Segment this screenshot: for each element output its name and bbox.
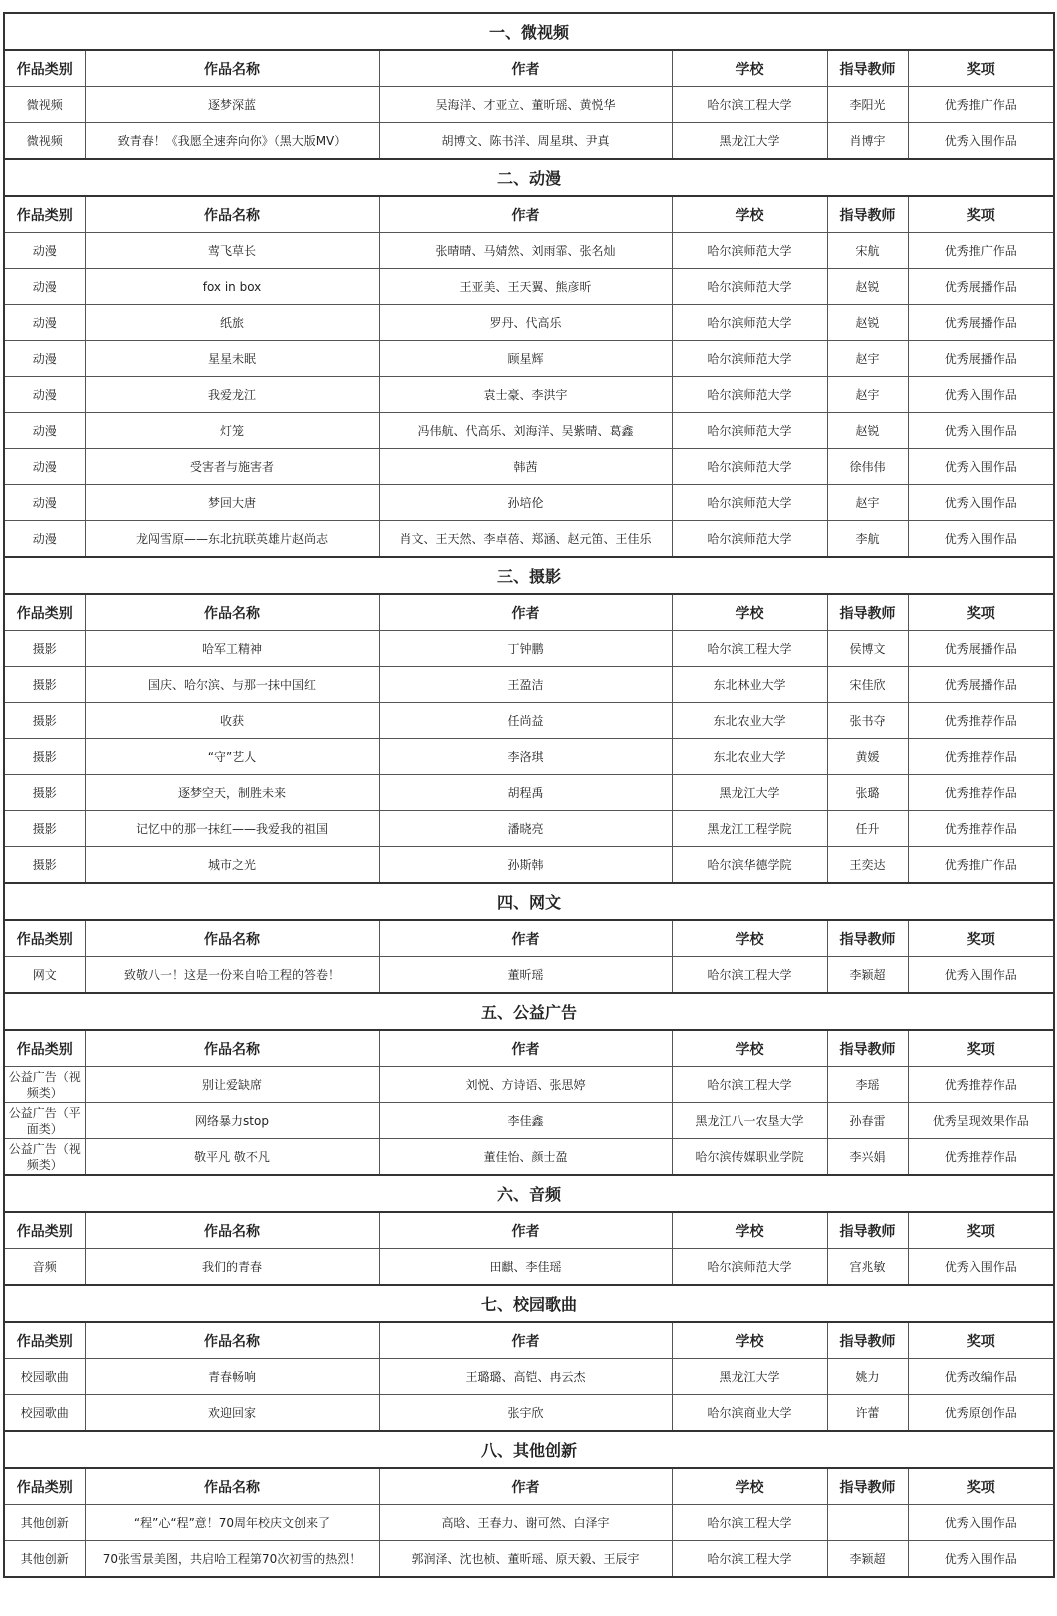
cell-work-title: fox in box (85, 269, 379, 305)
cell-work-title: 龙闯雪原——东北抗联英雄片赵尚志 (85, 521, 379, 558)
column-header-work-title: 作品名称 (85, 1468, 379, 1505)
cell-category: 摄影 (4, 703, 85, 739)
cell-authors: 刘悦、方诗语、张思婷 (379, 1067, 672, 1103)
cell-teacher: 赵宇 (827, 485, 908, 521)
column-header-row (4, 1468, 1054, 1505)
cell-authors: 郭润泽、沈也桢、董昕瑶、原天毅、王辰宇 (379, 1541, 672, 1578)
column-header-row (4, 1030, 1054, 1067)
cell-category: 动漫 (4, 485, 85, 521)
cell-award: 优秀入围作品 (908, 1249, 1054, 1286)
section-title-row (4, 557, 1054, 594)
section-title: 八、其他创新 (4, 1431, 1054, 1468)
cell-school: 哈尔滨师范大学 (672, 305, 827, 341)
column-header-category: 作品类别 (4, 594, 85, 631)
table-row (4, 1067, 1054, 1103)
column-header-work-title: 作品名称 (85, 1030, 379, 1067)
cell-teacher: 赵锐 (827, 269, 908, 305)
cell-category: 音频 (4, 1249, 85, 1286)
column-header-row (4, 1212, 1054, 1249)
cell-authors: 袁士豪、李洪宇 (379, 377, 672, 413)
cell-award: 优秀入围作品 (908, 413, 1054, 449)
column-header-authors: 作者 (379, 1468, 672, 1505)
cell-authors: 罗丹、代高乐 (379, 305, 672, 341)
table-row (4, 1505, 1054, 1541)
cell-award: 优秀入围作品 (908, 957, 1054, 994)
table-row (4, 305, 1054, 341)
cell-school: 哈尔滨传媒职业学院 (672, 1139, 827, 1176)
table-row (4, 775, 1054, 811)
cell-category: 摄影 (4, 811, 85, 847)
column-header-authors: 作者 (379, 50, 672, 87)
cell-authors: 王璐璐、高铠、冉云杰 (379, 1359, 672, 1395)
column-header-category: 作品类别 (4, 1322, 85, 1359)
table-row (4, 233, 1054, 269)
cell-teacher: 宋佳欣 (827, 667, 908, 703)
cell-school: 哈尔滨师范大学 (672, 485, 827, 521)
cell-category: 微视频 (4, 123, 85, 160)
table-row (4, 413, 1054, 449)
cell-school: 哈尔滨师范大学 (672, 521, 827, 558)
cell-work-title: 国庆、哈尔滨、与那一抹中国红 (85, 667, 379, 703)
cell-award: 优秀推广作品 (908, 233, 1054, 269)
column-header-work-title: 作品名称 (85, 594, 379, 631)
cell-category: 公益广告（平面类） (4, 1103, 85, 1139)
cell-award: 优秀入围作品 (908, 1541, 1054, 1578)
column-header-school: 学校 (672, 50, 827, 87)
cell-category: 微视频 (4, 87, 85, 123)
cell-authors: 冯伟航、代高乐、刘海洋、吴紫晴、葛鑫 (379, 413, 672, 449)
cell-school: 哈尔滨师范大学 (672, 233, 827, 269)
cell-award: 优秀入围作品 (908, 377, 1054, 413)
column-header-award: 奖项 (908, 594, 1054, 631)
cell-authors: 潘晓亮 (379, 811, 672, 847)
section-title: 三、摄影 (4, 557, 1054, 594)
section-title: 四、网文 (4, 883, 1054, 920)
column-header-row (4, 50, 1054, 87)
cell-category: 校园歌曲 (4, 1359, 85, 1395)
table-row (4, 1395, 1054, 1432)
cell-school: 哈尔滨华德学院 (672, 847, 827, 884)
cell-teacher: 李阳光 (827, 87, 908, 123)
cell-authors: 孙斯韩 (379, 847, 672, 884)
cell-work-title: 受害者与施害者 (85, 449, 379, 485)
cell-authors: 韩茜 (379, 449, 672, 485)
cell-work-title: 青春畅响 (85, 1359, 379, 1395)
cell-award: 优秀推荐作品 (908, 739, 1054, 775)
column-header-teacher: 指导教师 (827, 196, 908, 233)
cell-teacher: 李瑶 (827, 1067, 908, 1103)
cell-category: 动漫 (4, 377, 85, 413)
cell-school: 哈尔滨师范大学 (672, 377, 827, 413)
table-row (4, 377, 1054, 413)
column-header-award: 奖项 (908, 1212, 1054, 1249)
cell-category: 摄影 (4, 739, 85, 775)
cell-award: 优秀推荐作品 (908, 1067, 1054, 1103)
column-header-award: 奖项 (908, 1030, 1054, 1067)
column-header-work-title: 作品名称 (85, 920, 379, 957)
cell-work-title: 收获 (85, 703, 379, 739)
cell-work-title: 欢迎回家 (85, 1395, 379, 1432)
column-header-school: 学校 (672, 920, 827, 957)
cell-teacher: 黄媛 (827, 739, 908, 775)
cell-authors: 李洛琪 (379, 739, 672, 775)
cell-work-title: 梦回大唐 (85, 485, 379, 521)
award-table (3, 12, 1055, 1578)
cell-award: 优秀入围作品 (908, 485, 1054, 521)
column-header-authors: 作者 (379, 196, 672, 233)
column-header-work-title: 作品名称 (85, 1212, 379, 1249)
cell-teacher: 赵锐 (827, 305, 908, 341)
column-header-teacher: 指导教师 (827, 1030, 908, 1067)
column-header-teacher: 指导教师 (827, 1322, 908, 1359)
cell-category: 摄影 (4, 847, 85, 884)
cell-school: 哈尔滨工程大学 (672, 1505, 827, 1541)
cell-teacher: 赵锐 (827, 413, 908, 449)
section-title-row (4, 1431, 1054, 1468)
cell-authors: 任尚益 (379, 703, 672, 739)
cell-teacher: 王奕达 (827, 847, 908, 884)
cell-teacher: 李颖超 (827, 1541, 908, 1578)
column-header-category: 作品类别 (4, 1468, 85, 1505)
cell-award: 优秀展播作品 (908, 631, 1054, 667)
cell-work-title: “程”心“程”意！70周年校庆文创来了 (85, 1505, 379, 1541)
cell-authors: 肖文、王天然、李卓蓓、郑涵、赵元笛、王佳乐 (379, 521, 672, 558)
cell-teacher: 赵宇 (827, 377, 908, 413)
section-title: 六、音频 (4, 1175, 1054, 1212)
cell-school: 东北农业大学 (672, 703, 827, 739)
column-header-row (4, 196, 1054, 233)
table-row (4, 739, 1054, 775)
table-row (4, 341, 1054, 377)
cell-authors: 张晴晴、马婧然、刘雨霏、张名灿 (379, 233, 672, 269)
cell-award: 优秀推荐作品 (908, 811, 1054, 847)
table-row (4, 631, 1054, 667)
column-header-school: 学校 (672, 1030, 827, 1067)
cell-award: 优秀推广作品 (908, 87, 1054, 123)
cell-category: 摄影 (4, 631, 85, 667)
cell-teacher: 宫兆敏 (827, 1249, 908, 1286)
cell-category: 校园歌曲 (4, 1395, 85, 1432)
column-header-school: 学校 (672, 1212, 827, 1249)
column-header-teacher: 指导教师 (827, 920, 908, 957)
column-header-category: 作品类别 (4, 50, 85, 87)
cell-school: 黑龙江工程学院 (672, 811, 827, 847)
cell-school: 黑龙江大学 (672, 775, 827, 811)
column-header-work-title: 作品名称 (85, 1322, 379, 1359)
cell-work-title: 敬平凡 敬不凡 (85, 1139, 379, 1176)
cell-work-title: 星星未眠 (85, 341, 379, 377)
cell-teacher: 许蕾 (827, 1395, 908, 1432)
cell-school: 哈尔滨工程大学 (672, 1067, 827, 1103)
column-header-category: 作品类别 (4, 920, 85, 957)
cell-category: 动漫 (4, 269, 85, 305)
cell-school: 哈尔滨工程大学 (672, 87, 827, 123)
table-row (4, 123, 1054, 160)
table-row (4, 87, 1054, 123)
column-header-authors: 作者 (379, 920, 672, 957)
cell-category: 动漫 (4, 449, 85, 485)
cell-work-title: 致青春！《我愿全速奔向你》（黑大版MV） (85, 123, 379, 160)
cell-school: 哈尔滨师范大学 (672, 449, 827, 485)
cell-work-title: 纸旅 (85, 305, 379, 341)
cell-school: 黑龙江大学 (672, 1359, 827, 1395)
cell-work-title: 哈军工精神 (85, 631, 379, 667)
cell-school: 东北林业大学 (672, 667, 827, 703)
column-header-category: 作品类别 (4, 1212, 85, 1249)
cell-award: 优秀入围作品 (908, 1505, 1054, 1541)
cell-category: 动漫 (4, 305, 85, 341)
cell-teacher: 徐伟伟 (827, 449, 908, 485)
cell-authors: 丁钟鹏 (379, 631, 672, 667)
cell-work-title: 我们的青春 (85, 1249, 379, 1286)
cell-award: 优秀推荐作品 (908, 775, 1054, 811)
cell-authors: 孙培伦 (379, 485, 672, 521)
table-row (4, 1103, 1054, 1139)
table-row (4, 1249, 1054, 1286)
cell-school: 黑龙江八一农垦大学 (672, 1103, 827, 1139)
table-row (4, 1139, 1054, 1176)
cell-category: 摄影 (4, 775, 85, 811)
table-row (4, 269, 1054, 305)
section-title-row (4, 883, 1054, 920)
cell-authors: 顾星辉 (379, 341, 672, 377)
column-header-authors: 作者 (379, 1322, 672, 1359)
cell-category: 公益广告（视频类） (4, 1139, 85, 1176)
cell-school: 黑龙江大学 (672, 123, 827, 160)
column-header-row (4, 1322, 1054, 1359)
cell-teacher: 姚力 (827, 1359, 908, 1395)
column-header-award: 奖项 (908, 196, 1054, 233)
cell-teacher: 李航 (827, 521, 908, 558)
cell-authors: 胡程禹 (379, 775, 672, 811)
cell-award: 优秀展播作品 (908, 269, 1054, 305)
table-row (4, 847, 1054, 884)
section-title: 一、微视频 (4, 13, 1054, 50)
cell-authors: 胡博文、陈书洋、周星琪、尹真 (379, 123, 672, 160)
cell-work-title: 逐梦空天，制胜未来 (85, 775, 379, 811)
table-row (4, 1359, 1054, 1395)
column-header-award: 奖项 (908, 50, 1054, 87)
table-row (4, 957, 1054, 994)
cell-award: 优秀呈现效果作品 (908, 1103, 1054, 1139)
column-header-authors: 作者 (379, 594, 672, 631)
cell-category: 网文 (4, 957, 85, 994)
column-header-teacher: 指导教师 (827, 50, 908, 87)
cell-award: 优秀入围作品 (908, 521, 1054, 558)
cell-teacher: 李颖超 (827, 957, 908, 994)
cell-school: 哈尔滨工程大学 (672, 631, 827, 667)
cell-teacher: 张书夺 (827, 703, 908, 739)
cell-award: 优秀改编作品 (908, 1359, 1054, 1395)
cell-teacher: 任升 (827, 811, 908, 847)
cell-category: 动漫 (4, 413, 85, 449)
column-header-school: 学校 (672, 1322, 827, 1359)
cell-category: 动漫 (4, 521, 85, 558)
column-header-teacher: 指导教师 (827, 1212, 908, 1249)
cell-authors: 董昕瑶 (379, 957, 672, 994)
cell-school: 哈尔滨工程大学 (672, 957, 827, 994)
cell-award: 优秀推荐作品 (908, 703, 1054, 739)
section-title-row (4, 1285, 1054, 1322)
cell-category: 动漫 (4, 341, 85, 377)
column-header-authors: 作者 (379, 1030, 672, 1067)
cell-teacher: 孙春雷 (827, 1103, 908, 1139)
section-title-row (4, 1175, 1054, 1212)
section-title: 五、公益广告 (4, 993, 1054, 1030)
column-header-school: 学校 (672, 594, 827, 631)
cell-school: 哈尔滨商业大学 (672, 1395, 827, 1432)
column-header-award: 奖项 (908, 1322, 1054, 1359)
award-table-body (4, 13, 1054, 1577)
column-header-award: 奖项 (908, 1468, 1054, 1505)
column-header-category: 作品类别 (4, 196, 85, 233)
cell-authors: 田麒、李佳瑶 (379, 1249, 672, 1286)
cell-authors: 高晗、王春力、谢可然、白泽宇 (379, 1505, 672, 1541)
cell-award: 优秀展播作品 (908, 341, 1054, 377)
cell-work-title: 我爱龙江 (85, 377, 379, 413)
section-title-row (4, 13, 1054, 50)
column-header-teacher: 指导教师 (827, 1468, 908, 1505)
cell-school: 哈尔滨师范大学 (672, 341, 827, 377)
cell-work-title: “守”艺人 (85, 739, 379, 775)
cell-authors: 张宇欣 (379, 1395, 672, 1432)
section-title-row (4, 993, 1054, 1030)
cell-award: 优秀入围作品 (908, 449, 1054, 485)
column-header-authors: 作者 (379, 1212, 672, 1249)
cell-work-title: 逐梦深蓝 (85, 87, 379, 123)
column-header-category: 作品类别 (4, 1030, 85, 1067)
column-header-row (4, 594, 1054, 631)
column-header-work-title: 作品名称 (85, 50, 379, 87)
table-row (4, 811, 1054, 847)
cell-work-title: 致敬八一！这是一份来自哈工程的答卷！ (85, 957, 379, 994)
column-header-award: 奖项 (908, 920, 1054, 957)
cell-teacher: 李兴娟 (827, 1139, 908, 1176)
cell-authors: 吴海洋、才亚立、董昕瑶、黄悦华 (379, 87, 672, 123)
cell-authors: 董佳怡、颜士盈 (379, 1139, 672, 1176)
table-row (4, 521, 1054, 558)
cell-award: 优秀展播作品 (908, 305, 1054, 341)
cell-authors: 王盈洁 (379, 667, 672, 703)
award-list-sheet (3, 12, 1053, 1578)
cell-award: 优秀推广作品 (908, 847, 1054, 884)
cell-teacher: 赵宇 (827, 341, 908, 377)
table-row (4, 703, 1054, 739)
cell-work-title: 莺飞草长 (85, 233, 379, 269)
table-row (4, 667, 1054, 703)
cell-category: 动漫 (4, 233, 85, 269)
column-header-work-title: 作品名称 (85, 196, 379, 233)
column-header-school: 学校 (672, 196, 827, 233)
cell-work-title: 网络暴力stop (85, 1103, 379, 1139)
cell-school: 哈尔滨师范大学 (672, 413, 827, 449)
cell-category: 摄影 (4, 667, 85, 703)
cell-school: 哈尔滨师范大学 (672, 1249, 827, 1286)
cell-work-title: 城市之光 (85, 847, 379, 884)
table-row (4, 1541, 1054, 1578)
cell-authors: 王亚美、王天翼、熊彦昕 (379, 269, 672, 305)
cell-school: 哈尔滨工程大学 (672, 1541, 827, 1578)
column-header-teacher: 指导教师 (827, 594, 908, 631)
section-title: 七、校园歌曲 (4, 1285, 1054, 1322)
column-header-school: 学校 (672, 1468, 827, 1505)
cell-work-title: 70张雪景美图，共启哈工程第70次初雪的热烈！ (85, 1541, 379, 1578)
cell-award: 优秀展播作品 (908, 667, 1054, 703)
section-title: 二、动漫 (4, 159, 1054, 196)
cell-work-title: 别让爱缺席 (85, 1067, 379, 1103)
column-header-row (4, 920, 1054, 957)
cell-teacher (827, 1505, 908, 1541)
section-title-row (4, 159, 1054, 196)
cell-teacher: 侯博文 (827, 631, 908, 667)
cell-category: 其他创新 (4, 1505, 85, 1541)
cell-teacher: 张璐 (827, 775, 908, 811)
cell-authors: 李佳鑫 (379, 1103, 672, 1139)
cell-teacher: 肖博宇 (827, 123, 908, 160)
cell-award: 优秀原创作品 (908, 1395, 1054, 1432)
cell-award: 优秀入围作品 (908, 123, 1054, 160)
cell-category: 公益广告（视频类） (4, 1067, 85, 1103)
cell-school: 东北农业大学 (672, 739, 827, 775)
cell-school: 哈尔滨师范大学 (672, 269, 827, 305)
cell-teacher: 宋航 (827, 233, 908, 269)
table-row (4, 449, 1054, 485)
cell-award: 优秀推荐作品 (908, 1139, 1054, 1176)
cell-work-title: 灯笼 (85, 413, 379, 449)
cell-category: 其他创新 (4, 1541, 85, 1578)
cell-work-title: 记忆中的那一抹红——我爱我的祖国 (85, 811, 379, 847)
table-row (4, 485, 1054, 521)
